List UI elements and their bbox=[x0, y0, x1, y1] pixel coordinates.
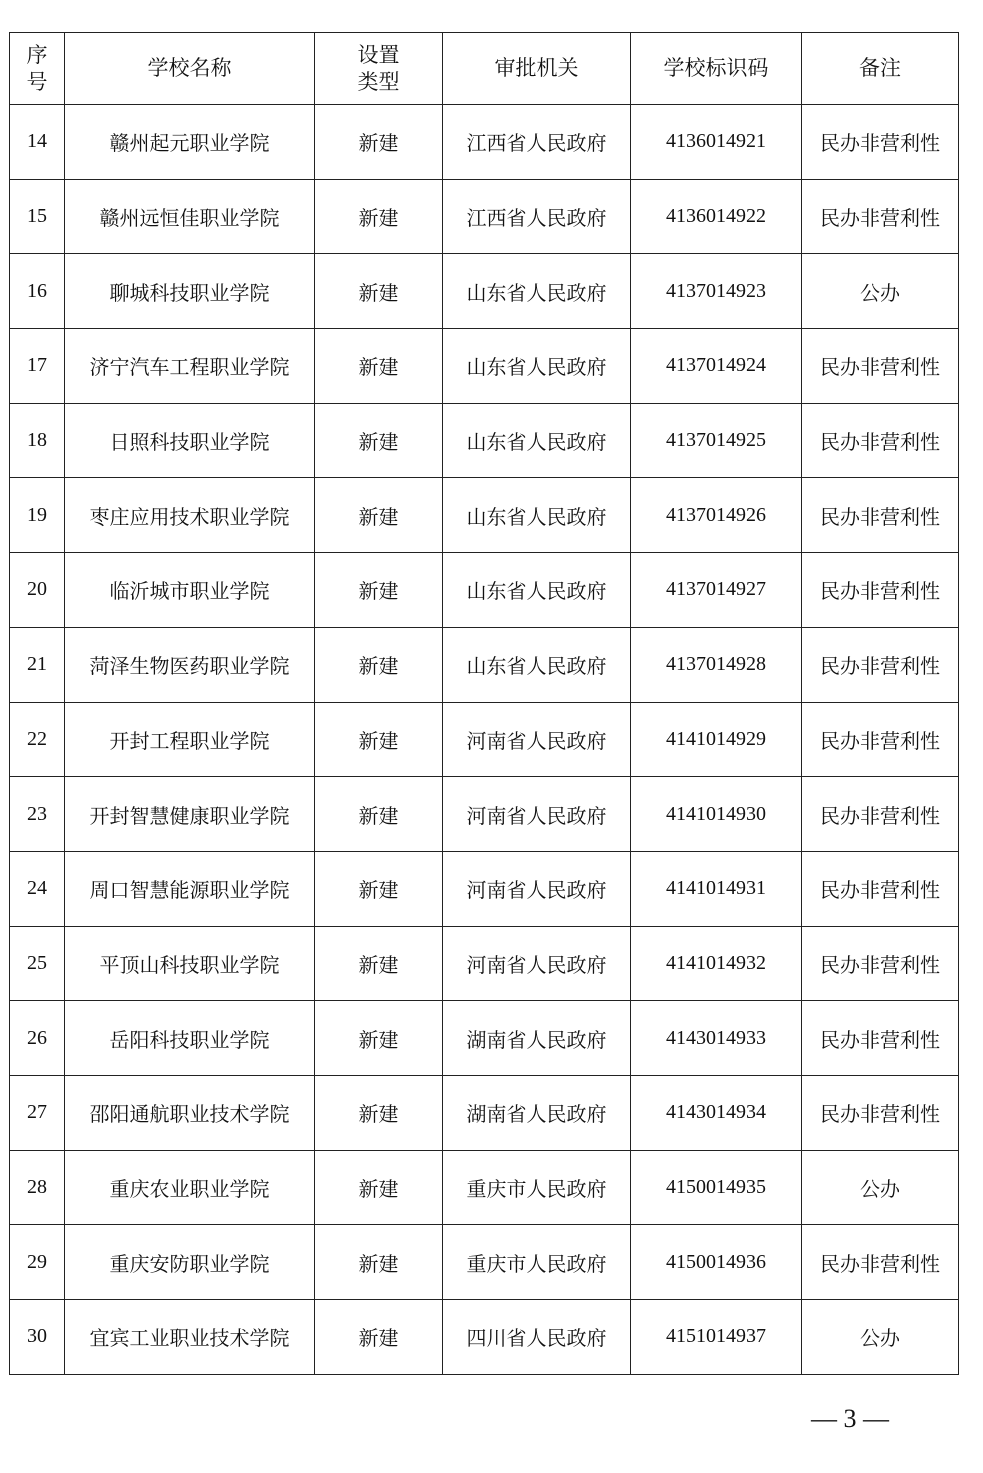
header-index-line1: 序 bbox=[26, 42, 48, 67]
cell-index: 14 bbox=[10, 105, 65, 180]
cell-authority: 湖南省人民政府 bbox=[443, 1075, 631, 1150]
table-row bbox=[10, 926, 959, 1001]
cell-authority: 重庆市人民政府 bbox=[443, 1225, 631, 1300]
cell-setup-type: 新建 bbox=[315, 1075, 443, 1150]
header-row bbox=[10, 33, 959, 105]
table-row bbox=[10, 105, 959, 180]
cell-note: 民办非营利性 bbox=[802, 105, 959, 180]
cell-authority: 山东省人民政府 bbox=[443, 627, 631, 702]
cell-index: 26 bbox=[10, 1001, 65, 1076]
cell-note: 民办非营利性 bbox=[802, 926, 959, 1001]
cell-note: 民办非营利性 bbox=[802, 702, 959, 777]
cell-school-code: 4150014935 bbox=[631, 1150, 802, 1225]
cell-note: 公办 bbox=[802, 254, 959, 329]
cell-note: 民办非营利性 bbox=[802, 777, 959, 852]
cell-index: 19 bbox=[10, 478, 65, 553]
cell-school-name: 聊城科技职业学院 bbox=[65, 254, 315, 329]
header-index bbox=[10, 33, 65, 105]
cell-school-name: 枣庄应用技术职业学院 bbox=[65, 478, 315, 553]
cell-school-name: 邵阳通航职业技术学院 bbox=[65, 1075, 315, 1150]
cell-index: 30 bbox=[10, 1300, 65, 1375]
table-row bbox=[10, 403, 959, 478]
cell-school-name: 临沂城市职业学院 bbox=[65, 553, 315, 628]
table-row bbox=[10, 702, 959, 777]
table-body bbox=[10, 105, 959, 1375]
cell-authority: 山东省人民政府 bbox=[443, 403, 631, 478]
table-row bbox=[10, 851, 959, 926]
cell-school-code: 4136014921 bbox=[631, 105, 802, 180]
cell-note: 公办 bbox=[802, 1300, 959, 1375]
cell-authority: 河南省人民政府 bbox=[443, 851, 631, 926]
table-row bbox=[10, 179, 959, 254]
cell-school-code: 4141014929 bbox=[631, 702, 802, 777]
cell-school-code: 4150014936 bbox=[631, 1225, 802, 1300]
table-row bbox=[10, 1300, 959, 1375]
cell-note: 民办非营利性 bbox=[802, 553, 959, 628]
cell-school-name: 开封智慧健康职业学院 bbox=[65, 777, 315, 852]
cell-school-code: 4137014925 bbox=[631, 403, 802, 478]
header-setup-type bbox=[315, 33, 443, 105]
cell-school-code: 4137014926 bbox=[631, 478, 802, 553]
cell-note: 公办 bbox=[802, 1150, 959, 1225]
cell-authority: 江西省人民政府 bbox=[443, 179, 631, 254]
cell-index: 18 bbox=[10, 403, 65, 478]
cell-setup-type: 新建 bbox=[315, 329, 443, 404]
cell-index: 22 bbox=[10, 702, 65, 777]
table-row bbox=[10, 1001, 959, 1076]
table-row bbox=[10, 1150, 959, 1225]
table-header bbox=[10, 33, 959, 105]
cell-setup-type: 新建 bbox=[315, 403, 443, 478]
header-type-line1: 设置 bbox=[357, 42, 400, 67]
cell-setup-type: 新建 bbox=[315, 1150, 443, 1225]
header-authority: 审批机关 bbox=[443, 33, 631, 105]
cell-setup-type: 新建 bbox=[315, 254, 443, 329]
cell-setup-type: 新建 bbox=[315, 1225, 443, 1300]
cell-index: 24 bbox=[10, 851, 65, 926]
table-row bbox=[10, 1225, 959, 1300]
cell-school-code: 4141014930 bbox=[631, 777, 802, 852]
header-index-line2: 号 bbox=[26, 69, 48, 94]
cell-school-name: 重庆安防职业学院 bbox=[65, 1225, 315, 1300]
cell-authority: 河南省人民政府 bbox=[443, 702, 631, 777]
cell-school-code: 4141014931 bbox=[631, 851, 802, 926]
cell-authority: 山东省人民政府 bbox=[443, 553, 631, 628]
cell-setup-type: 新建 bbox=[315, 179, 443, 254]
cell-note: 民办非营利性 bbox=[802, 1225, 959, 1300]
cell-school-code: 4137014927 bbox=[631, 553, 802, 628]
cell-school-name: 岳阳科技职业学院 bbox=[65, 1001, 315, 1076]
cell-note: 民办非营利性 bbox=[802, 478, 959, 553]
header-type-line2: 类型 bbox=[357, 69, 400, 94]
cell-setup-type: 新建 bbox=[315, 105, 443, 180]
cell-index: 16 bbox=[10, 254, 65, 329]
cell-authority: 重庆市人民政府 bbox=[443, 1150, 631, 1225]
cell-setup-type: 新建 bbox=[315, 478, 443, 553]
cell-school-name: 日照科技职业学院 bbox=[65, 403, 315, 478]
cell-index: 15 bbox=[10, 179, 65, 254]
cell-school-name: 周口智慧能源职业学院 bbox=[65, 851, 315, 926]
cell-note: 民办非营利性 bbox=[802, 1001, 959, 1076]
cell-authority: 河南省人民政府 bbox=[443, 926, 631, 1001]
table-row bbox=[10, 329, 959, 404]
table-row bbox=[10, 777, 959, 852]
cell-index: 27 bbox=[10, 1075, 65, 1150]
cell-note: 民办非营利性 bbox=[802, 179, 959, 254]
cell-school-code: 4143014934 bbox=[631, 1075, 802, 1150]
cell-note: 民办非营利性 bbox=[802, 1075, 959, 1150]
cell-note: 民办非营利性 bbox=[802, 403, 959, 478]
cell-school-code: 4137014923 bbox=[631, 254, 802, 329]
header-school-code: 学校标识码 bbox=[631, 33, 802, 105]
cell-authority: 山东省人民政府 bbox=[443, 478, 631, 553]
cell-index: 29 bbox=[10, 1225, 65, 1300]
cell-authority: 河南省人民政府 bbox=[443, 777, 631, 852]
cell-school-code: 4137014924 bbox=[631, 329, 802, 404]
cell-setup-type: 新建 bbox=[315, 851, 443, 926]
cell-setup-type: 新建 bbox=[315, 1300, 443, 1375]
cell-school-name: 赣州远恒佳职业学院 bbox=[65, 179, 315, 254]
cell-school-name: 开封工程职业学院 bbox=[65, 702, 315, 777]
cell-setup-type: 新建 bbox=[315, 627, 443, 702]
table-row bbox=[10, 553, 959, 628]
cell-setup-type: 新建 bbox=[315, 777, 443, 852]
cell-school-name: 济宁汽车工程职业学院 bbox=[65, 329, 315, 404]
cell-setup-type: 新建 bbox=[315, 553, 443, 628]
cell-school-code: 4136014922 bbox=[631, 179, 802, 254]
table-row bbox=[10, 1075, 959, 1150]
cell-authority: 江西省人民政府 bbox=[443, 105, 631, 180]
cell-index: 20 bbox=[10, 553, 65, 628]
cell-index: 21 bbox=[10, 627, 65, 702]
cell-authority: 山东省人民政府 bbox=[443, 254, 631, 329]
cell-school-code: 4141014932 bbox=[631, 926, 802, 1001]
cell-setup-type: 新建 bbox=[315, 926, 443, 1001]
table-row bbox=[10, 478, 959, 553]
cell-index: 23 bbox=[10, 777, 65, 852]
cell-school-name: 重庆农业职业学院 bbox=[65, 1150, 315, 1225]
page-number: — 3 — bbox=[811, 1404, 889, 1433]
cell-setup-type: 新建 bbox=[315, 1001, 443, 1076]
cell-school-name: 平顶山科技职业学院 bbox=[65, 926, 315, 1001]
cell-school-code: 4151014937 bbox=[631, 1300, 802, 1375]
cell-index: 17 bbox=[10, 329, 65, 404]
table-row bbox=[10, 254, 959, 329]
header-note: 备注 bbox=[802, 33, 959, 105]
header-school-name: 学校名称 bbox=[65, 33, 315, 105]
cell-index: 25 bbox=[10, 926, 65, 1001]
cell-school-name: 宜宾工业职业技术学院 bbox=[65, 1300, 315, 1375]
table-row bbox=[10, 627, 959, 702]
cell-note: 民办非营利性 bbox=[802, 851, 959, 926]
cell-school-name: 菏泽生物医药职业学院 bbox=[65, 627, 315, 702]
cell-setup-type: 新建 bbox=[315, 702, 443, 777]
cell-school-name: 赣州起元职业学院 bbox=[65, 105, 315, 180]
cell-school-code: 4137014928 bbox=[631, 627, 802, 702]
cell-authority: 湖南省人民政府 bbox=[443, 1001, 631, 1076]
cell-school-code: 4143014933 bbox=[631, 1001, 802, 1076]
cell-note: 民办非营利性 bbox=[802, 329, 959, 404]
cell-authority: 山东省人民政府 bbox=[443, 329, 631, 404]
cell-authority: 四川省人民政府 bbox=[443, 1300, 631, 1375]
cell-index: 28 bbox=[10, 1150, 65, 1225]
school-table bbox=[9, 32, 959, 1375]
cell-note: 民办非营利性 bbox=[802, 627, 959, 702]
